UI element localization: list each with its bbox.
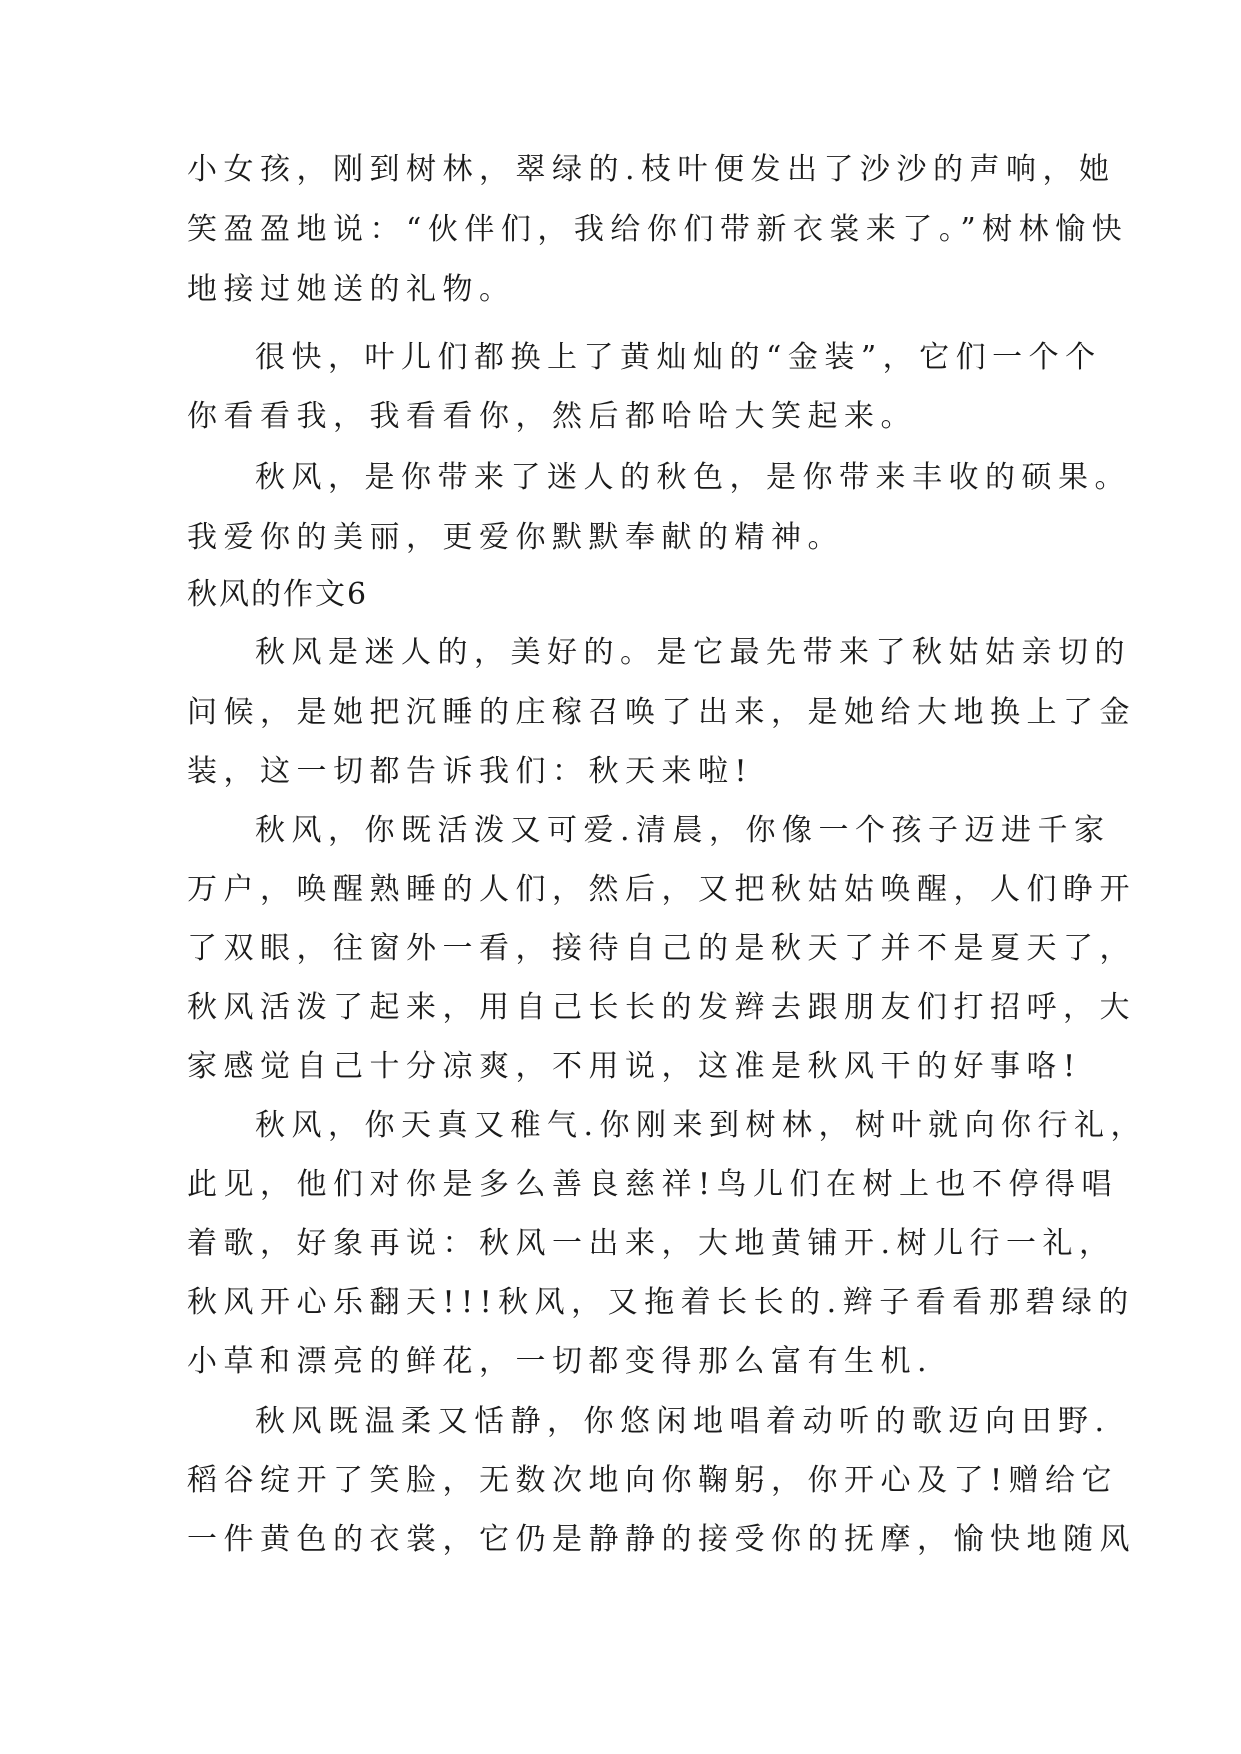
text-line: 此见，他们对你是多么善良慈祥!鸟儿们在树上也不停得唱: [187, 1167, 1119, 1202]
text-line: 小草和漂亮的鲜花，一切都变得那么富有生机.: [187, 1344, 934, 1379]
text-line: 了双眼，往窗外一看，接待自己的是秋天了并不是夏天了，: [187, 931, 1136, 966]
paragraph-start: 秋风既温柔又恬静，你悠闲地唱着动听的歌迈向田野.: [255, 1404, 1111, 1439]
text-line: 秋风活泼了起来，用自己长长的发辫去跟朋友们打招呼，大: [187, 990, 1136, 1025]
paragraph-start: 很快，叶儿们都换上了黄灿灿的“金装”，它们一个个: [255, 340, 1102, 375]
text-line: 万户，唤醒熟睡的人们，然后，又把秋姑姑唤醒，人们睁开: [187, 872, 1136, 907]
text-line: 着歌，好象再说：秋风一出来，大地黄铺开.树儿行一礼，: [187, 1226, 1116, 1261]
paragraph-start: 秋风，是你带来了迷人的秋色，是你带来丰收的硕果。: [255, 460, 1131, 495]
text-line: 小女孩，刚到树林，翠绿的.枝叶便发出了沙沙的声响，她: [187, 152, 1116, 187]
paragraph-start: 秋风，你既活泼又可爱.清晨，你像一个孩子迈进千家: [255, 813, 1111, 848]
text-line: 我爱你的美丽，更爱你默默奉献的精神。: [187, 520, 844, 555]
text-line: 你看看我，我看看你，然后都哈哈大笑起来。: [187, 399, 917, 434]
text-line: 稻谷绽开了笑脸，无数次地向你鞠躬，你开心及了!赠给它: [187, 1463, 1119, 1498]
paragraph-start: 秋风，你天真又稚气.你刚来到树林，树叶就向你行礼，: [255, 1108, 1148, 1143]
paragraph-start: 秋风是迷人的，美好的。是它最先带来了秋姑姑亲切的: [255, 635, 1131, 670]
text-line: 笑盈盈地说：“伙伴们，我给你们带新衣裳来了。”树林愉快: [187, 212, 1129, 247]
text-line: 地接过她送的礼物。: [187, 272, 516, 307]
text-line: 家感觉自己十分凉爽，不用说，这准是秋风干的好事咯!: [187, 1049, 1082, 1084]
text-line: 装，这一切都告诉我们：秋天来啦!: [187, 754, 754, 789]
text-line: 秋风开心乐翻天!!!秋风，又拖着长长的.辫子看看那碧绿的: [187, 1285, 1135, 1320]
section-heading: 秋风的作文6: [187, 577, 369, 612]
text-line: 问候，是她把沉睡的庄稼召唤了出来，是她给大地换上了金: [187, 695, 1136, 730]
text-line: 一件黄色的衣裳，它仍是静静的接受你的抚摩，愉快地随风: [187, 1522, 1136, 1557]
